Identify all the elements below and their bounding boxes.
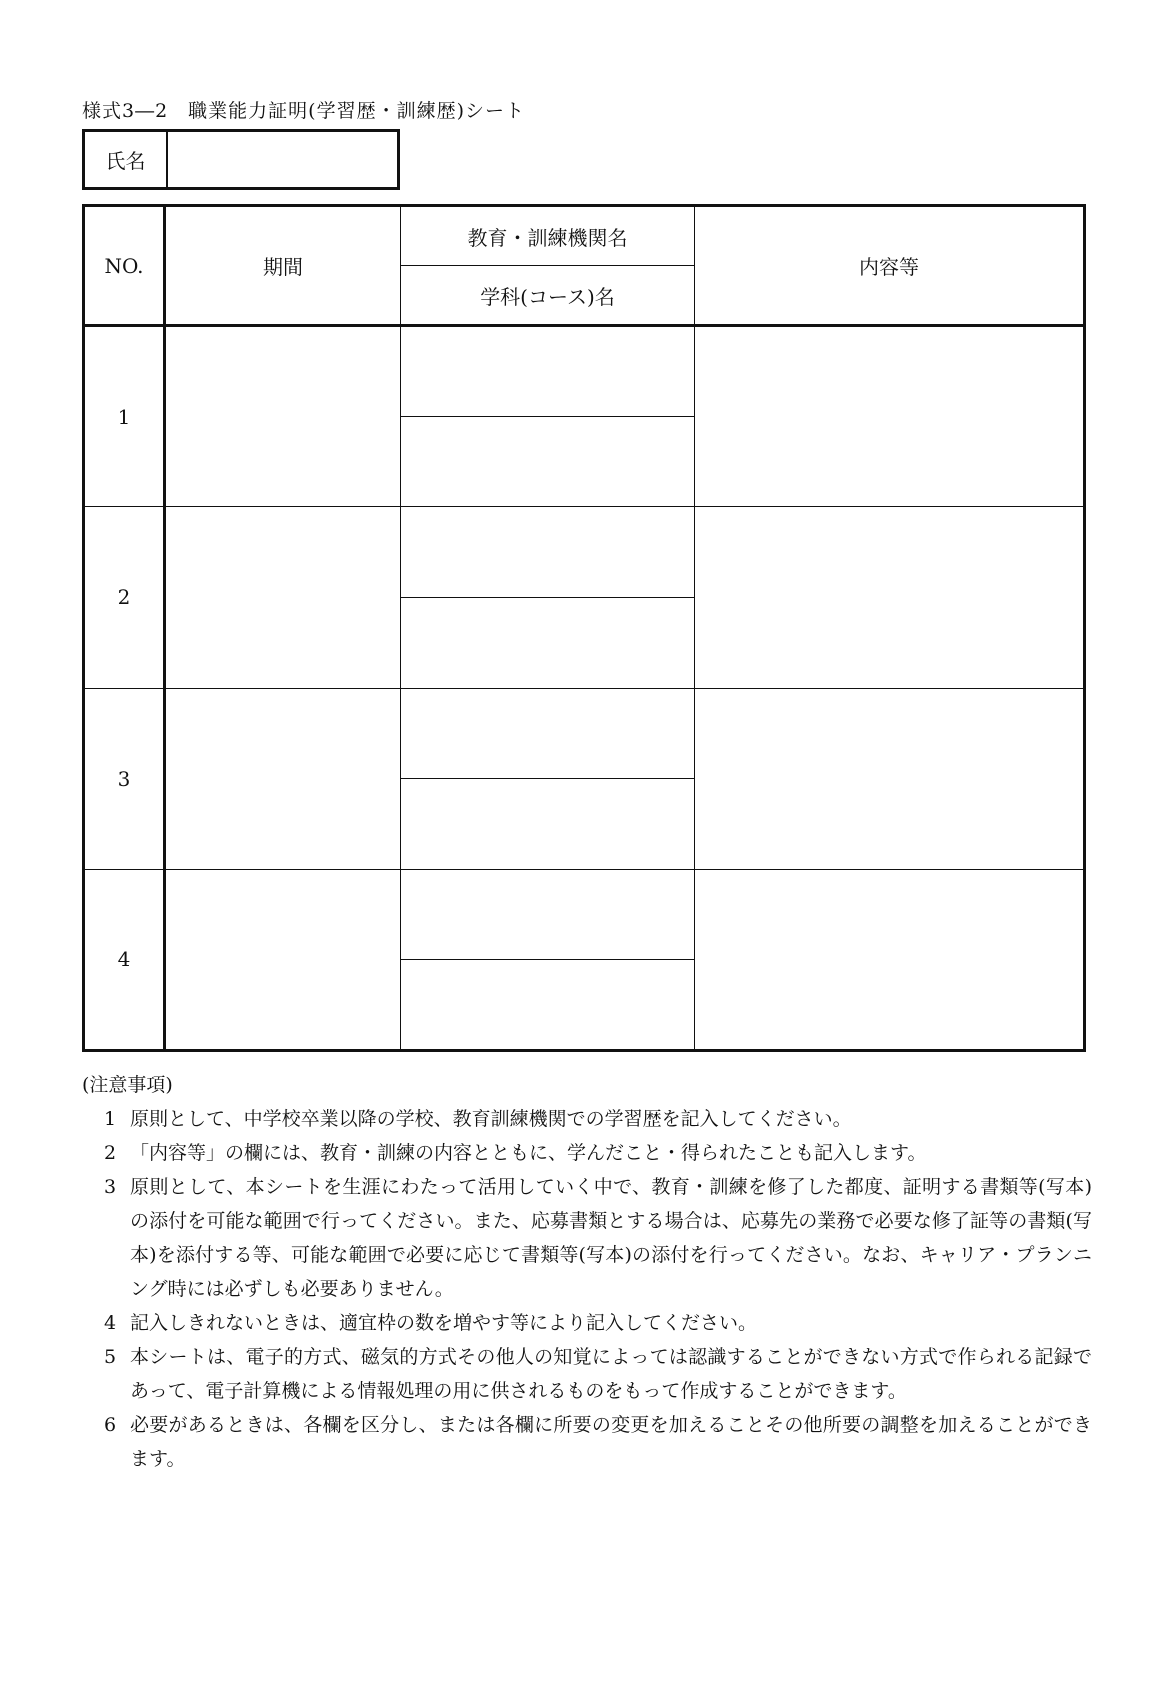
content-cell[interactable] bbox=[695, 869, 1085, 1050]
header-period: 期間 bbox=[165, 206, 401, 326]
period-cell[interactable] bbox=[165, 869, 401, 1050]
note-number: 2 bbox=[104, 1142, 117, 1164]
note-number: 1 bbox=[104, 1108, 117, 1130]
name-field[interactable] bbox=[168, 132, 397, 187]
period-cell[interactable] bbox=[165, 507, 401, 688]
note-text: 原則として、中学校卒業以降の学校、教育訓練機関での学習歴を記入してください。 bbox=[130, 1108, 852, 1130]
name-label: 氏名 bbox=[85, 132, 168, 187]
table-row bbox=[84, 507, 1085, 598]
header-no: NO. bbox=[84, 206, 165, 326]
note-item bbox=[82, 1102, 1092, 1136]
content-cell[interactable] bbox=[695, 507, 1085, 688]
table-row bbox=[84, 869, 1085, 960]
notes-section bbox=[82, 1068, 1092, 1476]
note-item bbox=[82, 1136, 1092, 1170]
note-text: 「内容等」の欄には、教育・訓練の内容とともに、学んだこと・得られたことも記入します。 bbox=[130, 1142, 927, 1164]
note-text: 本シートは、電子的方式、磁気的方式その他人の知覚によっては認識することができない方式で作られる記録であって、電子計算機による情報処理の用に供されるものをもって作成することができます。 bbox=[130, 1346, 1092, 1402]
note-number: 4 bbox=[104, 1312, 117, 1334]
institution-cell[interactable] bbox=[401, 869, 695, 960]
period-cell[interactable] bbox=[165, 326, 401, 507]
note-item bbox=[82, 1408, 1092, 1476]
note-text: 必要があるときは、各欄を区分し、または各欄に所要の変更を加えることその他所要の調整を加えることができます。 bbox=[130, 1414, 1092, 1470]
course-cell[interactable] bbox=[401, 960, 695, 1051]
note-item bbox=[82, 1340, 1092, 1408]
course-cell[interactable] bbox=[401, 416, 695, 507]
institution-cell[interactable] bbox=[401, 507, 695, 598]
header-institution: 教育・訓練機関名 bbox=[401, 206, 695, 266]
header-content: 内容等 bbox=[695, 206, 1085, 326]
row-number: 3 bbox=[84, 688, 165, 869]
note-text: 原則として、本シートを生涯にわたって活用していく中で、教育・訓練を修了した都度、証明する書類等(写本)の添付を可能な範囲で行ってください。また、応募書類とする場合は、応募先の業務で必要な修了証等の書類(写本)を添付する等、可能な範囲で必要に応じて書類等(写本)の添付を行ってください。なお、キャリア・プランニング時には必ずしも必要ありません。 bbox=[130, 1176, 1092, 1300]
note-item bbox=[82, 1170, 1092, 1306]
institution-cell[interactable] bbox=[401, 688, 695, 779]
institution-cell[interactable] bbox=[401, 326, 695, 417]
content-cell[interactable] bbox=[695, 326, 1085, 507]
notes-title: (注意事項) bbox=[82, 1074, 173, 1096]
table-row bbox=[84, 688, 1085, 779]
course-cell[interactable] bbox=[401, 597, 695, 688]
row-number: 2 bbox=[84, 507, 165, 688]
note-number: 3 bbox=[104, 1176, 117, 1198]
education-history-table bbox=[82, 204, 1086, 1052]
header-course: 学科(コース)名 bbox=[401, 266, 695, 326]
name-box bbox=[82, 129, 400, 190]
content-cell[interactable] bbox=[695, 688, 1085, 869]
course-cell[interactable] bbox=[401, 779, 695, 870]
row-number: 4 bbox=[84, 869, 165, 1050]
note-text: 記入しきれないときは、適宜枠の数を増やす等により記入してください。 bbox=[130, 1312, 758, 1334]
form-title: 様式3―2 職業能力証明(学習歴・訓練歴)シート bbox=[82, 100, 526, 122]
note-item bbox=[82, 1306, 1092, 1340]
note-number: 5 bbox=[104, 1346, 117, 1368]
note-number: 6 bbox=[104, 1414, 117, 1436]
table-row bbox=[84, 326, 1085, 417]
period-cell[interactable] bbox=[165, 688, 401, 869]
row-number: 1 bbox=[84, 326, 165, 507]
